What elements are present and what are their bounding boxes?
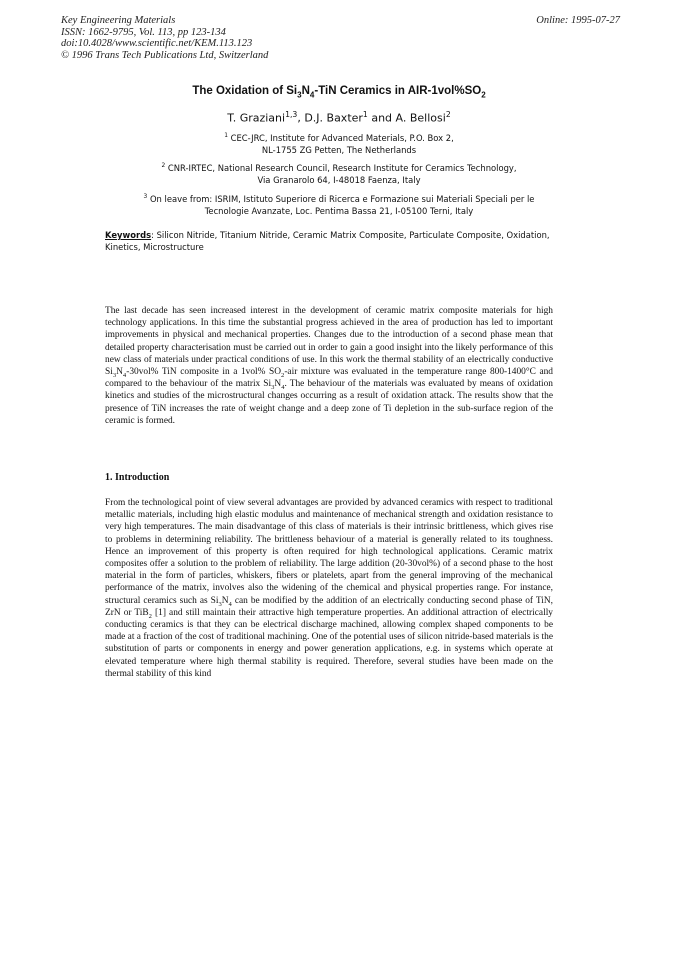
introduction-paragraph: From the technological point of view several advantages are provided by advanced ceramics with respect to traditional metallic materials, including high elastic modulus and maintenance of mechanical strength and oxidation resistance to very high temperatures. The main disadvantage of this class of materials is their intrinsic brittleness, which gives rise to problems in determining reliability. The brittleness behaviour of a material is generally related to its toughness. Hence an improvement of this property is often required for high technological applications. Ceramic matrix composites offer a solution to the problem of reliability. The large addition (20-30vol%) of a second phase to the host material in the form of particles, whiskers, fibers or platelets, apart from the general improving of the mechanical performance of the matrix, involves also the widening of the chemical and physical properties range. For instance, structural ceramics such as $Si_3N_4$ can be modified by the addition of an electrically conducting second phase of TiN, ZrN or TiB$_2$ [1] and still maintain their attractive high temperature properties. An additional attraction of electrically conducting ceramics is that they can be electrical discharge machined, allowing complex shaped components to be made at a fraction of the cost of traditional machining. One of the potential uses of silicon nitride-based materials is the substitution of parts or components in energy and power generation applications, e.g. in systems which operate at elevated temperature where high thermal stability is required. Therefore, several studies have been made on the thermal stability of this kind: [105, 498, 553, 679]
affiliation-1: $^1$ CEC-JRC, Institute for Advanced Materials, P.O. Box 2, NL-1755 ZG Petten, The Netherlands: [224, 132, 454, 155]
online-date: Online: 1995-07-27: [536, 15, 620, 26]
author-name: T. Graziani: [227, 111, 286, 125]
author-name: D.J. Baxter: [304, 111, 363, 125]
keywords: [105, 229, 575, 253]
abstract-paragraph: The last decade has seen increased interest in the development of ceramic matrix composite materials for high technology applications. In this time the substantial progress achieved in the area of production has led to important improvements in physical and mechanical properties. Changes due to the introduction of a second phase mean that detailed property characterisation must be carried out in order to gain a good insight into the likely performance of this new class of materials under practical conditions of use. In this work the thermal stability of an electrically conductive $Si_3N_4-30vol\%$ TiN composite in a 1vol% $SO_2$-air mixture was evaluated in the temperature range 800-1400°C and compared to the behaviour of the matrix $Si_3N_4$. The behaviour of the materials was evaluated by means of oxidation kinetics and studies of the microstructural changes occurring as a result of oxidation attack. The results show that the presence of TiN increases the rate of weight change and a deep zone of Ti depletion in the sub-surface region of the ceramic is formed.: [105, 306, 553, 426]
journal-header: [61, 15, 268, 61]
affiliation-2: $^2$ CNR-IRTEC, National Research Council, Research Institute for Ceramics Technology, Via Granarolo 64, I-48018 Faenza, Italy: [161, 162, 517, 185]
issn-line: ISSN: 1662-9795, Vol. 113, pp 123-134: [61, 26, 226, 38]
affiliation-3: $^3$ On leave from: ISRIM, Istituto Superiore di Ricerca e Formazione sui Materiali Speciali per le Tecnologie Avanzate, Loc. Pentima Bassa 21, I-05100 Terni, Italy: [143, 193, 535, 216]
keywords-label: Keywords: [105, 230, 152, 240]
author-name: A. Bellosi: [395, 111, 446, 125]
section-heading-introduction: 1. Introduction: [105, 472, 170, 483]
keywords-text: : Silicon Nitride, Titanium Nitride, Ceramic Matrix Composite, Particulate Composite, Oxidation, Kinetics, Microstructure: [105, 230, 550, 252]
paper-title: The Oxidation of $Si_3N_4$-TiN Ceramics in AIR-$1vol\%SO_2$: [192, 85, 486, 100]
author-list: T. Graziani$^{1,3}$, D.J. Baxter$^1$ and A. Bellosi$^2$: [227, 110, 451, 125]
doi-line: doi:10.4028/www.scientific.net/KEM.113.123: [61, 38, 253, 49]
journal-name: Key Engineering Materials: [61, 15, 176, 26]
copyright-line: © 1996 Trans Tech Publications Ltd, Switzerland: [61, 49, 269, 61]
